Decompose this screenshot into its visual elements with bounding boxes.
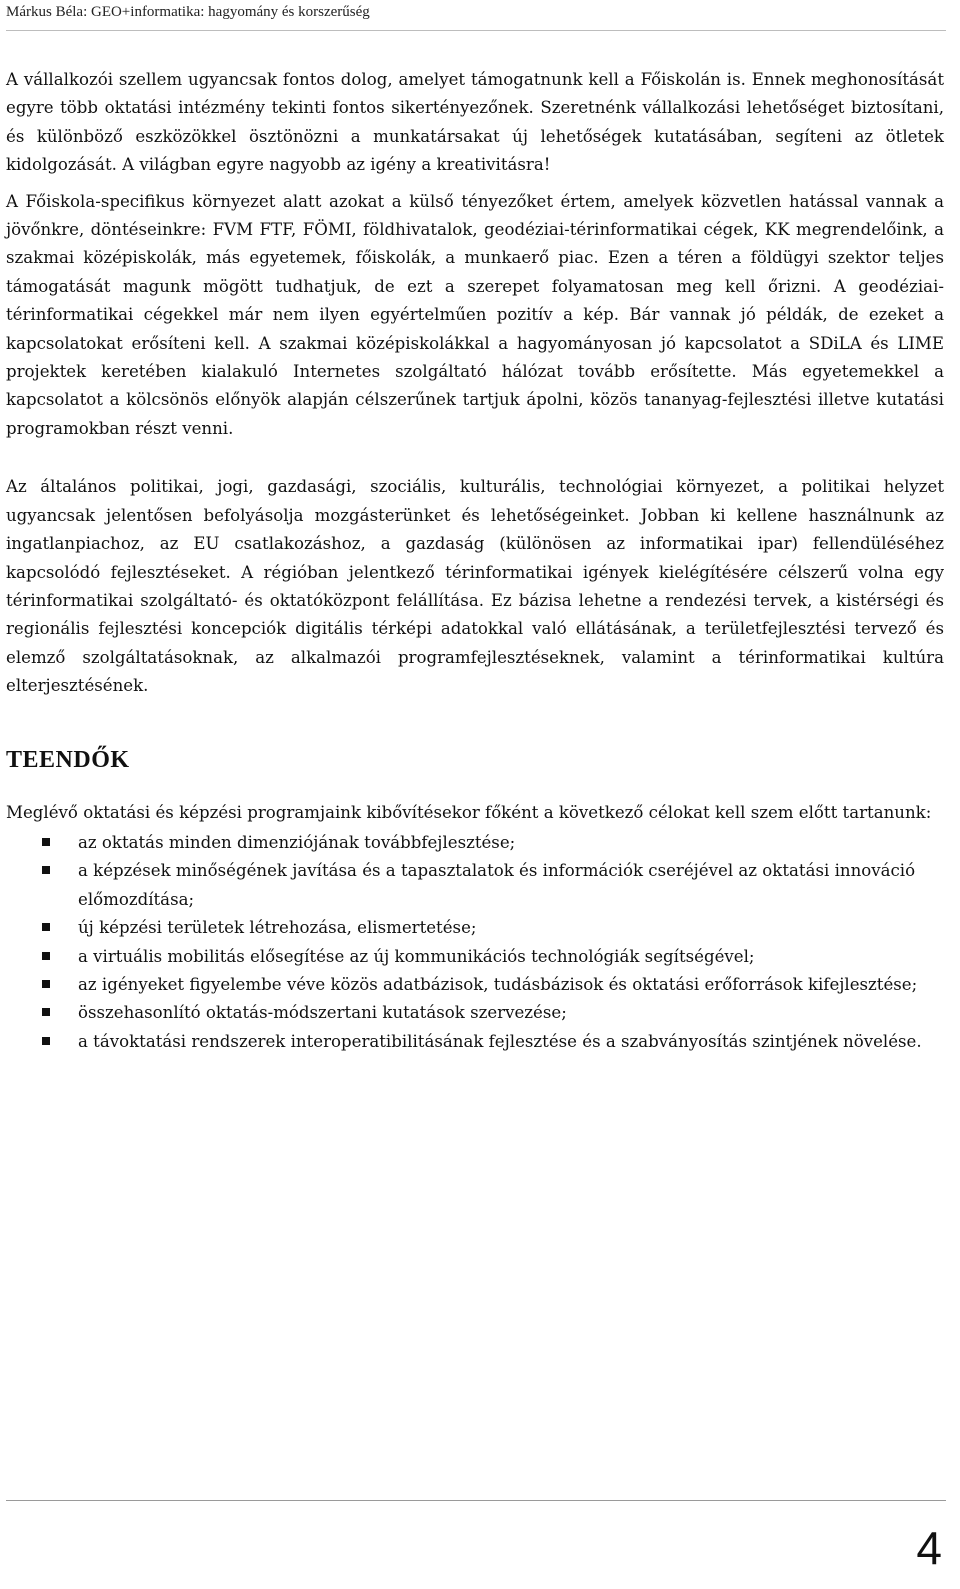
list-item-text: az oktatás minden dimenziójának továbbfejlesztése; <box>78 832 516 852</box>
header-divider <box>6 30 946 31</box>
list-item-text: összehasonlító oktatás-módszertani kutatások szervezése; <box>78 1003 567 1023</box>
paragraph-specific-environment: A Főiskola-specifikus környezet alatt azokat a külső tényezőket értem, amelyek közvetlen hatással vannak a jövőnkre, döntéseinkre: FVM FTF, FÖMI, földhivatalok, geodéziai-térinformatikai cégek, KK megrendelőink, a szakmai középiskolák, más egyetemek, főiskolák, a munkaerő piac. Ezen a téren a földügyi szektor teljes támogatását magunk mögött tudhatjuk, de ezt a szerepet folyamatosan meg kell őrizni. A geodéziai-térinformatikai cégekkel már nem ilyen egyértelműen pozitív a kép. Bár vannak jó példák, de ezeket a kapcsolatokat erősíteni kell. A szakmai középiskolákkal a hagyományosan jó kapcsolatot a SDiLA és LIME projektek keretében kialakuló Internetes szolgáltató hálózat tovább erősítette. Más egyetemekkel a kapcsolatot a kölcsönös előnyök alapján célszerűnek tartjuk ápolni, közös tananyag-fejlesztési illetve kutatási programokban részt venni. <box>6 191 944 438</box>
section-intro: Meglévő oktatási és képzési programjaink kibővítésekor főként a következő célokat kell szem előtt tartanunk: <box>6 802 932 822</box>
page-content <box>6 66 944 1056</box>
list-item <box>6 999 944 1027</box>
list-item <box>6 971 944 999</box>
square-bullet-icon <box>42 923 50 931</box>
list-item <box>6 857 944 914</box>
square-bullet-icon <box>42 838 50 846</box>
square-bullet-icon <box>42 980 50 988</box>
section-heading-teendok: TEENDŐK <box>6 746 130 773</box>
running-header: Márkus Béla: GEO+informatika: hagyomány és korszerűség <box>6 4 370 20</box>
list-item <box>6 829 944 857</box>
list-item-text: új képzési területek létrehozása, elismertetése; <box>78 918 477 938</box>
todo-list <box>6 829 944 1056</box>
page-number: 4 <box>916 1522 942 1574</box>
square-bullet-icon <box>42 1037 50 1045</box>
list-item-text: a képzések minőségének javítása és a tapasztalatok és információk cseréjével az oktatási innováció előmozdítása; <box>78 861 916 909</box>
paragraph-entrepreneurship: A vállalkozói szellem ugyancsak fontos dolog, amelyet támogatnunk kell a Főiskolán is. Ennek meghonosítását egyre több oktatási intézmény tekinti fontos sikertényezőnek. Szeretnénk vállalkozási lehetőséget biztosítani, és különböző eszközökkel ösztönözni a munkatársakat új lehetőségek kutatásában, segíteni az ötletek kidolgozását. A világban egyre nagyobb az igény a kreativitásra! <box>6 70 944 175</box>
list-item <box>6 914 944 942</box>
square-bullet-icon <box>42 1008 50 1016</box>
list-item-text: a távoktatási rendszerek interoperatibilitásának fejlesztése és a szabványosítás szintjének növelése. <box>78 1031 922 1051</box>
list-item <box>6 943 944 971</box>
list-item-text: a virtuális mobilitás elősegítése az új kommunikációs technológiák segítségével; <box>78 946 755 966</box>
list-item-text: az igényeket figyelembe véve közös adatbázisok, tudásbázisok és oktatási erőforrások kifejlesztése; <box>78 974 918 994</box>
footer-divider <box>6 1500 946 1501</box>
list-item <box>6 1028 944 1056</box>
square-bullet-icon <box>42 866 50 874</box>
paragraph-general-environment: Az általános politikai, jogi, gazdasági, szociális, kulturális, technológiai környezet, a politikai helyzet ugyancsak jelentősen befolyásolja mozgásterünket és lehetőségeinket. Jobban ki kellene használnunk az ingatlanpiachoz, az EU csatlakozáshoz, a gazdaság (különösen az informatikai ipar) fellendüléséhez kapcsolódó fejlesztéseket. A régióban jelentkező térinformatikai igények kielégítésére célszerű volna egy térinformatikai szolgáltató- és oktatóközpont felállítása. Ez bázisa lehetne a rendezési tervek, a kistérségi és regionális fejlesztési koncepciók digitális térképi adatokkal való ellátásának, a területfejlesztési tervező és elemző szolgáltatásoknak, az alkalmazói programfejlesztéseknek, valamint a térinformatikai kultúra elterjesztésének. <box>6 477 944 696</box>
square-bullet-icon <box>42 952 50 960</box>
